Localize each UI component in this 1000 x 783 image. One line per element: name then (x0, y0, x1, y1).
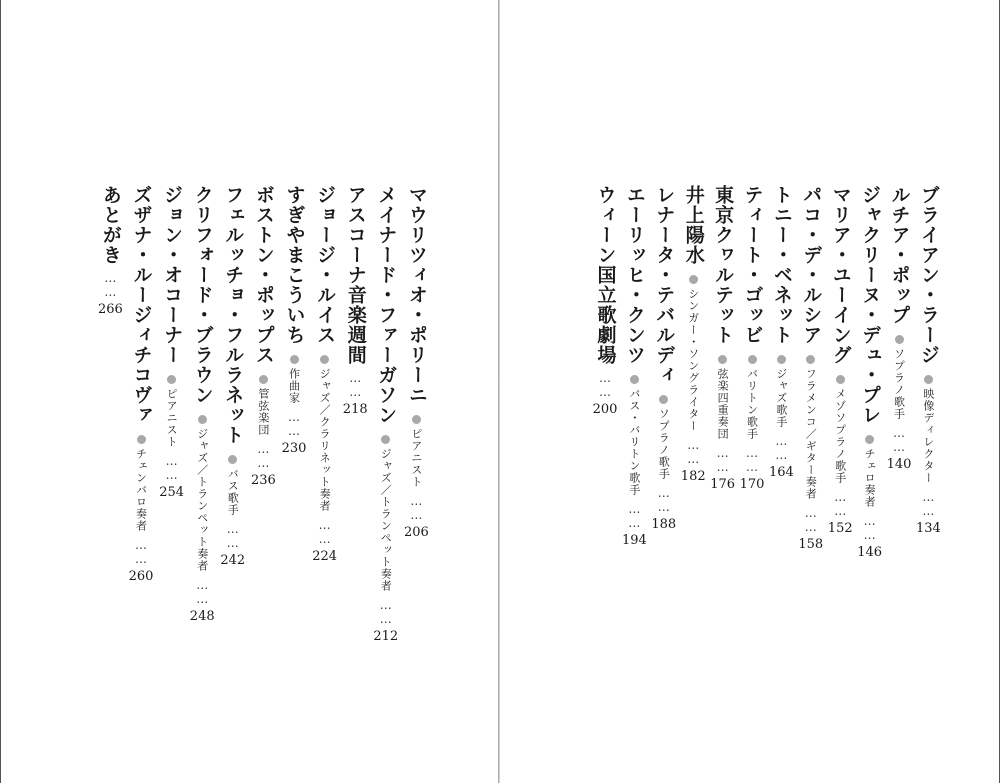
entry-title: ジャクリーヌ・デュ・プレ (859, 185, 882, 425)
entry-role: チェンバロ奏者 (134, 448, 148, 532)
page-number: 182 (680, 469, 706, 484)
page-number: 212 (373, 629, 399, 644)
entry-title: ボストン・ポップス (252, 185, 275, 365)
bullet-dot-icon (412, 415, 421, 424)
bullet-dot-icon (806, 355, 815, 364)
entry-title: ティート・ゴッビ (741, 185, 764, 345)
page-number: 266 (98, 302, 123, 317)
page-number: 188 (651, 517, 677, 532)
toc-entry[interactable] (887, 185, 912, 472)
entry-title: クリフォード・ブラウン (191, 185, 214, 405)
dot-leader: …… (803, 506, 818, 534)
toc-entry[interactable] (251, 185, 276, 488)
toc-entry[interactable] (651, 185, 676, 532)
bullet-dot-icon (836, 375, 845, 384)
page-number: 206 (404, 525, 429, 540)
toc-entry[interactable] (282, 185, 307, 456)
entry-role: チェロ奏者 (863, 448, 877, 508)
entry-title: ウィーン国立歌劇場 (594, 185, 617, 365)
page-number: 200 (592, 402, 618, 417)
entry-title: ズザナ・ルージィチコヴァ (130, 185, 153, 425)
bullet-dot-icon (689, 275, 698, 284)
toc-entry[interactable] (593, 185, 618, 417)
page-number: 230 (281, 441, 307, 456)
bullet-dot-icon (630, 375, 639, 384)
bullet-dot-icon (381, 435, 390, 444)
toc-entry[interactable] (740, 185, 765, 492)
toc-entry[interactable] (916, 185, 941, 536)
dot-leader: …… (409, 494, 424, 522)
entry-title: あとがき (99, 185, 122, 265)
entry-role: ソプラノ歌手 (657, 408, 671, 480)
dot-leader: …… (656, 486, 671, 514)
bullet-dot-icon (748, 355, 757, 364)
page-number: 218 (342, 402, 368, 417)
page-number: 236 (251, 473, 276, 488)
bullet-dot-icon (228, 455, 237, 464)
entry-title: エーリッヒ・クンツ (623, 185, 646, 365)
page-number: 146 (857, 545, 883, 560)
entry-title: パコ・デ・ルシア (800, 185, 823, 345)
toc-entry[interactable] (404, 185, 429, 540)
entry-role: ジャズ／クラリネット奏者 (318, 368, 332, 512)
bullet-dot-icon (924, 375, 933, 384)
entry-title: ジョージ・ルイス (314, 185, 337, 345)
dot-leader: …… (862, 514, 877, 542)
entry-title: レナータ・テバルディ (653, 185, 676, 385)
entry-title: 井上陽水 (682, 185, 705, 265)
entry-role: ジャズ／トランペット奏者 (195, 428, 209, 572)
dot-leader: …… (256, 442, 271, 470)
entry-role: バス・バリトン歌手 (627, 388, 641, 496)
entry-title: マウリツィオ・ポリーニ (405, 185, 428, 405)
entry-title: トニー・ベネット (770, 185, 793, 345)
toc-entry[interactable] (373, 185, 398, 644)
toc-entry[interactable] (769, 185, 794, 480)
bullet-dot-icon (320, 355, 329, 364)
page-number: 158 (798, 537, 824, 552)
entry-role: 作曲家 (287, 368, 301, 404)
page-number: 260 (128, 569, 154, 584)
page-number: 164 (769, 465, 794, 480)
dot-leader: …… (378, 598, 393, 626)
dot-leader: …… (164, 454, 179, 482)
page-number: 224 (312, 549, 338, 564)
bullet-dot-icon (659, 395, 668, 404)
entry-role: メゾソプラノ歌手 (833, 388, 847, 484)
entry-role: バス歌手 (226, 468, 240, 516)
dot-leader: …… (745, 446, 759, 474)
toc-entry[interactable] (220, 185, 245, 568)
dot-leader: …… (715, 446, 730, 474)
toc-entry[interactable] (159, 185, 184, 500)
bullet-dot-icon (290, 355, 299, 364)
dot-leader: …… (921, 490, 936, 518)
dot-leader: …… (103, 271, 118, 299)
entry-role: フラメンコ／ギター奏者 (804, 368, 818, 500)
entry-role: ジャズ歌手 (774, 368, 788, 428)
entry-role: シンガー・ソングライター (686, 288, 700, 432)
toc-entry[interactable] (312, 185, 337, 564)
entry-role: 弦楽四重奏団 (716, 368, 730, 440)
entry-title: ジョン・オコーナー (161, 185, 184, 365)
bullet-dot-icon (167, 375, 176, 384)
dot-leader: …… (833, 490, 848, 518)
entry-title: アスコーナ音楽週間 (344, 185, 367, 365)
toc-entry[interactable] (129, 185, 154, 584)
toc-entry[interactable] (190, 185, 215, 624)
bullet-dot-icon (259, 375, 268, 384)
entry-role: ピアニスト (165, 388, 179, 448)
bullet-dot-icon (777, 355, 786, 364)
dot-leader: …… (686, 438, 701, 466)
dot-leader: …… (627, 502, 642, 530)
dot-leader: …… (134, 538, 148, 566)
toc-entry[interactable] (98, 185, 123, 317)
page-number: 134 (916, 521, 941, 536)
page-number: 140 (886, 457, 912, 472)
entry-title: メイナード・ファーガソン (375, 185, 398, 425)
entry-title: ルチア・ポップ (888, 185, 911, 325)
entry-role: ジャズ／トランペット奏者 (379, 448, 393, 592)
entry-role: 映像ディレクター (921, 388, 935, 484)
page-number: 248 (189, 609, 215, 624)
bullet-dot-icon (865, 435, 874, 444)
left-page (0, 0, 499, 783)
page-number: 152 (827, 521, 853, 536)
entry-role: バリトン歌手 (745, 368, 759, 440)
entry-title: 東京クヮルテット (712, 185, 735, 345)
page-number: 176 (710, 477, 736, 492)
entry-title: マリア・ユーイング (829, 185, 852, 365)
bullet-dot-icon (718, 355, 727, 364)
bullet-dot-icon (198, 415, 207, 424)
dot-leader: …… (195, 578, 210, 606)
toc-entry[interactable] (343, 185, 368, 417)
toc-entry[interactable] (681, 185, 706, 484)
dot-leader: …… (774, 434, 789, 462)
toc-entry[interactable] (857, 185, 882, 560)
dot-leader: …… (225, 522, 240, 550)
entry-title: ブライアン・ラージ (917, 185, 940, 365)
bullet-dot-icon (895, 335, 904, 344)
page-number: 254 (159, 485, 185, 500)
page-number: 242 (220, 553, 246, 568)
toc-entry[interactable] (828, 185, 853, 536)
entry-role: ピアニスト (409, 428, 423, 488)
toc-entry[interactable] (622, 185, 647, 548)
dot-leader: …… (317, 518, 332, 546)
page-number: 170 (739, 477, 765, 492)
dot-leader: …… (287, 410, 301, 438)
right-page (500, 0, 1000, 783)
toc-entry[interactable] (710, 185, 735, 492)
dot-leader: …… (348, 371, 363, 399)
entry-role: 管弦楽団 (256, 388, 270, 436)
dot-leader: …… (892, 426, 906, 454)
entry-role: ソプラノ歌手 (892, 348, 906, 420)
bullet-dot-icon (137, 435, 146, 444)
dot-leader: …… (598, 371, 612, 399)
toc-entry[interactable] (798, 185, 823, 552)
page-number: 194 (622, 533, 647, 548)
entry-title: すぎやまこういち (283, 185, 306, 345)
entry-title: フェルッチョ・フルラネット (222, 185, 245, 445)
